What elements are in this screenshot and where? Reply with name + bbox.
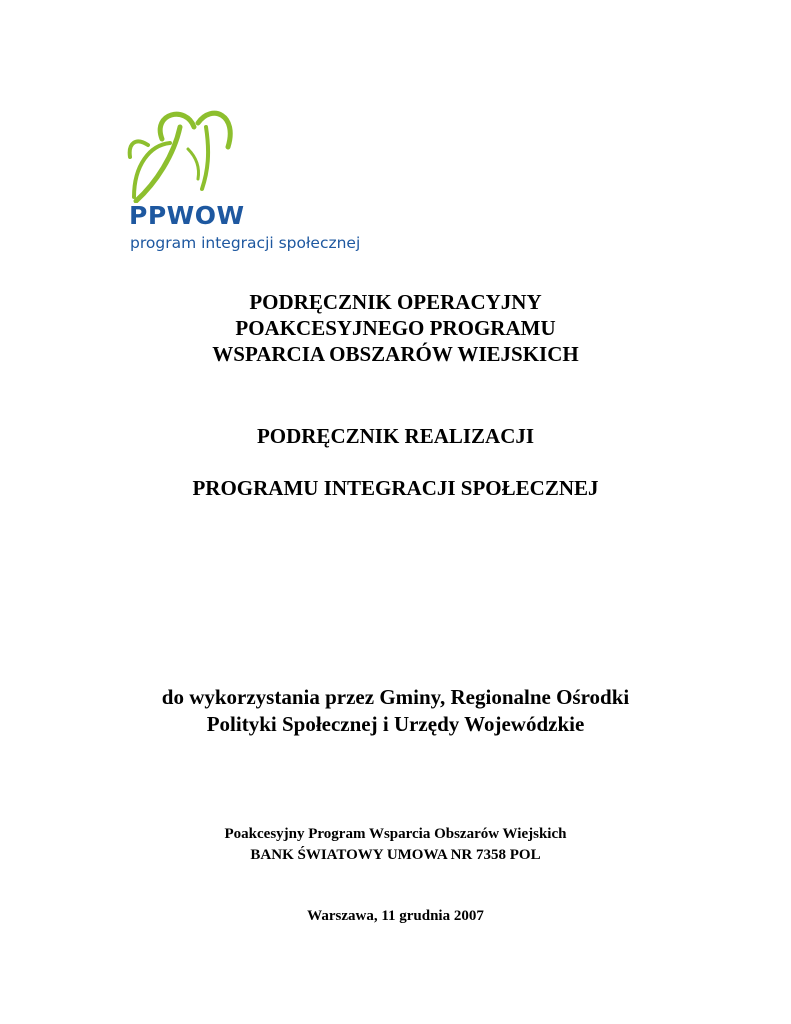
logo-acronym: PPWOW (129, 201, 245, 230)
title-line-1: PODRĘCZNIK OPERACYJNY (249, 290, 542, 314)
program-name: Poakcesyjny Program Wsparcia Obszarów Wiejskich (224, 826, 567, 842)
leaf-logo-icon (122, 101, 234, 203)
title-line-2: POAKCESYJNEGO PROGRAMU (235, 316, 556, 340)
logo-tagline: program integracji społecznej (130, 234, 361, 252)
title-line-3: WSPARCIA OBSZARÓW WIEJSKICH (212, 342, 579, 366)
subtitle-line-2: PROGRAMU INTEGRACJI SPOŁECZNEJ (192, 476, 599, 500)
agreement-number: BANK ŚWIATOWY UMOWA NR 7358 POL (250, 847, 541, 863)
ppwow-logo (118, 95, 388, 260)
date-line: Warszawa, 11 grudnia 2007 (307, 908, 484, 924)
audience-line-2: Polityki Społecznej i Urzędy Wojewódzkie (206, 712, 585, 736)
audience-line-1: do wykorzystania przez Gminy, Regionalne Ośrodki (161, 685, 630, 709)
subtitle-line-1: PODRĘCZNIK REALIZACJI (256, 424, 535, 448)
